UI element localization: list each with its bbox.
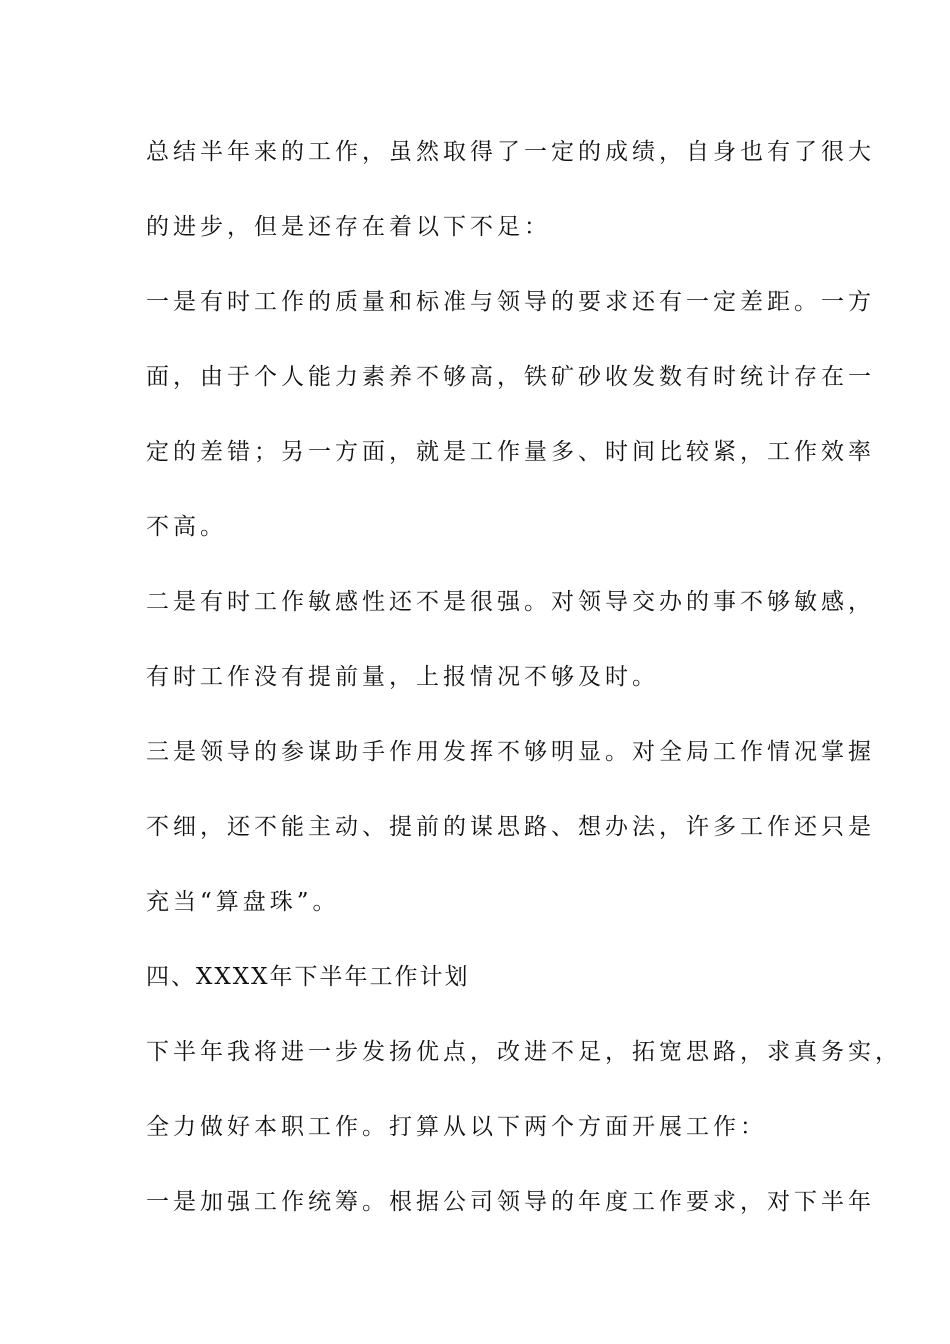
text-line: 一是加强工作统筹。根据公司领导的年度工作要求，对下半年 <box>146 1189 875 1215</box>
text-line: 面，由于个人能力素养不够高，铁矿砂收发数有时统计存在一 <box>146 364 875 390</box>
text-line: 一是有时工作的质量和标准与领导的要求还有一定差距。一方 <box>146 289 875 315</box>
text-line: 充当“算盘珠”。 <box>146 889 340 915</box>
text-line: 不高。 <box>146 514 227 540</box>
text-line: 全力做好本职工作。打算从以下两个方面开展工作： <box>146 1114 767 1140</box>
section-heading: 四、XXXX年下半年工作计划 <box>146 964 470 990</box>
text-line: 下半年我将进一步发扬优点，改进不足，拓宽思路，求真务实， <box>146 1039 902 1065</box>
text-line: 有时工作没有提前量，上报情况不够及时。 <box>146 664 659 690</box>
text-line: 的进步，但是还存在着以下不足： <box>146 214 551 240</box>
text-line: 定的差错；另一方面，就是工作量多、时间比较紧，工作效率 <box>146 439 875 465</box>
text-line: 三是领导的参谋助手作用发挥不够明显。对全局工作情况掌握 <box>146 739 875 765</box>
text-line: 总结半年来的工作，虽然取得了一定的成绩，自身也有了很大 <box>146 139 875 165</box>
text-line: 二是有时工作敏感性还不是很强。对领导交办的事不够敏感， <box>146 589 875 615</box>
text-line: 不细，还不能主动、提前的谋思路、想办法，许多工作还只是 <box>146 814 875 840</box>
